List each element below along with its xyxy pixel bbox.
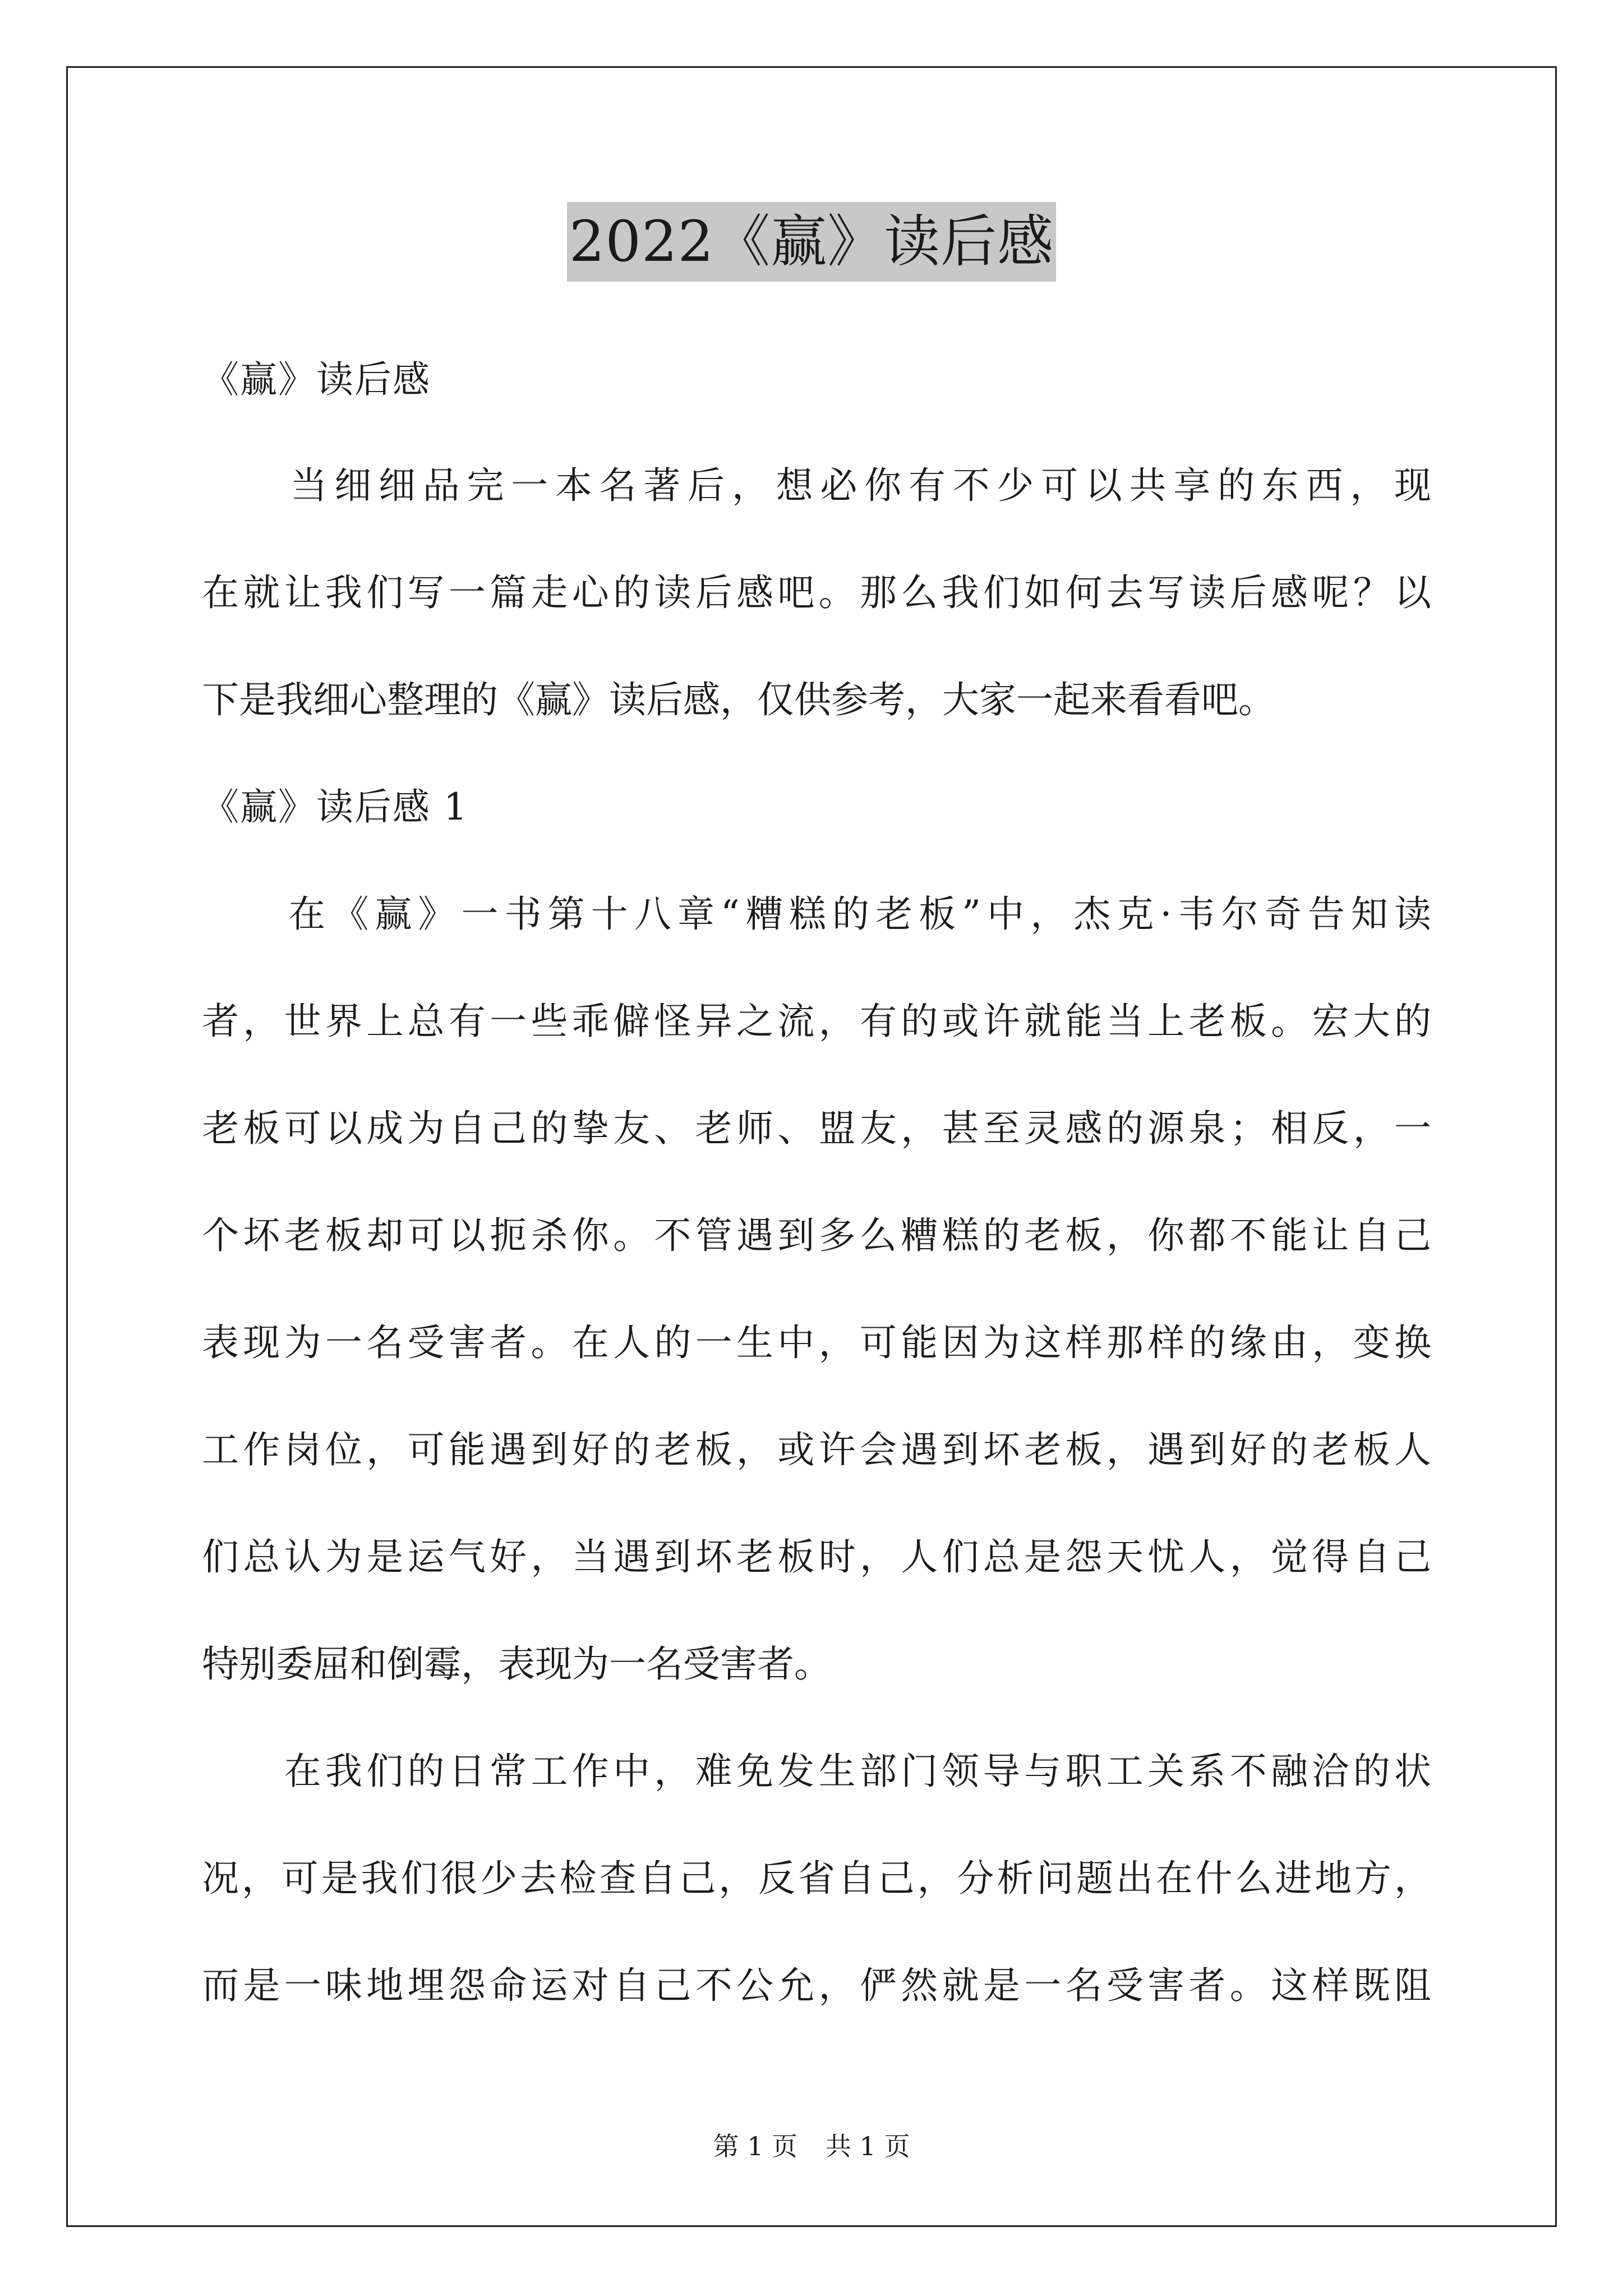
page-footer (0, 2131, 1623, 2162)
document-title: 2022《赢》读后感 (567, 202, 1057, 282)
paragraph-line: 个坏老板却可以扼杀你。不管遇到多么糟糕的老板，你都不能让自己 (202, 1214, 1431, 1257)
paragraph-line: 老板可以成为自己的挚友、老师、盟友，甚至灵感的源泉；相反，一 (202, 1107, 1431, 1150)
paragraph-line: 们总认为是运气好，当遇到坏老板时，人们总是怨天忧人，觉得自己 (202, 1535, 1431, 1579)
paragraph-line: 表现为一名受害者。在人的一生中，可能因为这样那样的缘由，变换 (202, 1321, 1431, 1364)
page-total: 共 1 页 (826, 2131, 910, 2161)
intro-line: 下是我细心整理的《赢》读后感，仅供参考，大家一起来看看吧。 (202, 678, 1275, 721)
section-heading: 《赢》读后感 (202, 358, 431, 401)
paragraph-line: 在我们的日常工作中，难免发生部门领导与职工关系不融洽的状 (202, 1750, 1431, 1793)
title-wrap (0, 202, 1623, 282)
paragraph-line: 者，世界上总有一些乖僻怪异之流，有的或许就能当上老板。宏大的 (202, 1000, 1431, 1043)
paragraph-line: 而是一味地埋怨命运对自己不公允，俨然就是一名受害者。这样既阻 (202, 1964, 1431, 2007)
paragraph-line: 在《赢》一书第十八章“糟糕的老板”中，杰克·韦尔奇告知读 (202, 892, 1431, 936)
paragraph-line: 特别委屈和倒霉，表现为一名受害者。 (202, 1642, 831, 1686)
page-number: 第 1 页 (713, 2131, 797, 2161)
intro-line: 在就让我们写一篇走心的读后感吧。那么我们如何去写读后感呢？以 (202, 571, 1431, 614)
paragraph-line: 况，可是我们很少去检查自己，反省自己，分析问题出在什么进地方， (202, 1857, 1431, 1900)
intro-line: 当细细品完一本名著后，想必你有不少可以共享的东西，现 (202, 464, 1431, 507)
paragraph-line: 工作岗位，可能遇到好的老板，或许会遇到坏老板，遇到好的老板人 (202, 1428, 1431, 1471)
section-heading: 《赢》读后感 1 (202, 785, 468, 829)
